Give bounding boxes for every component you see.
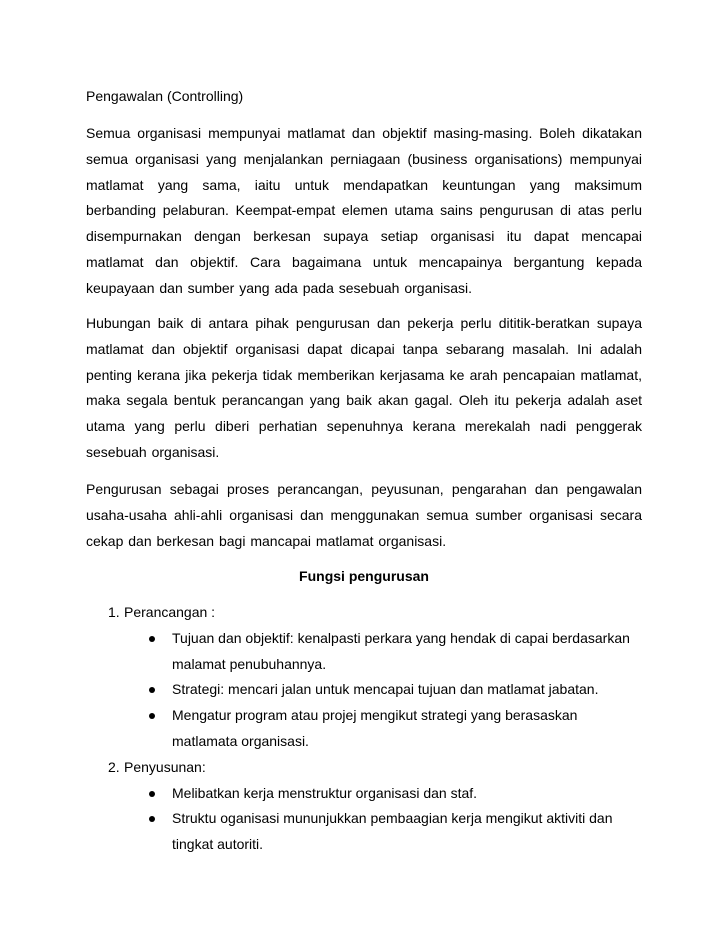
bullet-icon — [149, 816, 155, 822]
list-number: 1. — [108, 604, 120, 620]
paragraph-2: Hubungan baik di antara pihak pengurusan dan pekerja perlu dititik-beratkan supaya matlamat dan objektif organisasi dapat dicapai tanpa sebarang masalah. Ini adalah penting kerana jika pekerja tidak memberikan kerjasama ke arah pencapaian matlamat, maka segala bentuk perancangan yang baik akan gagal. Oleh itu pekerja adalah aset utama yang perlu diberi perhatian sepenuhnya kerana merekalah nadi penggerak sesebuah organisasi. — [86, 315, 642, 460]
paragraph-1: Semua organisasi mempunyai matlamat dan objektif masing-masing. Boleh dikatakan semua organisasi yang menjalankan perniagaan (business organisations) mempunyai matlamat yang sama, iaitu untuk mendapatkan keuntungan yang maksimum berbanding pelaburan. Keempat-empat elemen utama sains pengurusan di atas perlu disempurnakan dengan berkesan supaya setiap organisasi itu dapat mencapai matlamat dan objektif. Cara bagaimana untuk mencapainya bergantung kepada keupayaan dan sumber yang ada pada sesebuah organisasi. — [86, 125, 642, 296]
document-heading: Pengawalan (Controlling) — [86, 88, 244, 104]
bullet-text: Mengatur program atau projej mengikut strategi yang berasaskan matlamata organisasi. — [172, 707, 578, 749]
list-item-penyusunan — [86, 755, 642, 858]
bullet-text: Struktu oganisasi mununjukkan pembaagian kerja mengikut aktiviti dan tingkat autoriti. — [172, 810, 613, 853]
bullet-icon — [149, 713, 155, 719]
list-number: 2. — [108, 758, 120, 775]
bullet-text: Melibatkan kerja menstruktur organisasi dan staf. — [172, 784, 478, 801]
bullet-list — [124, 781, 642, 858]
list-item-label: Perancangan : — [124, 604, 216, 620]
bullet-text: Tujuan dan objektif: kenalpasti perkara yang hendak di capai berdasarkan malamat penubuhannya. — [172, 629, 630, 672]
bullet-icon — [149, 791, 155, 797]
bullet-item — [124, 703, 642, 755]
bullet-icon — [149, 636, 155, 642]
bullet-text: Strategi: mencari jalan untuk mencapai tujuan dan matlamat jabatan. — [172, 681, 599, 698]
list-item-perancangan — [86, 600, 642, 755]
bullet-item — [124, 781, 642, 807]
numbered-list — [86, 600, 642, 858]
section-title: Fungsi pengurusan — [299, 568, 429, 584]
bullet-item — [124, 677, 642, 703]
paragraph-3: Pengurusan sebagai proses perancangan, peyusunan, pengarahan dan pengawalan usaha-usaha ahli-ahli organisasi dan menggunakan semua sumber organisasi secara cekap dan berkesan bagi mancapai matlamat organisasi. — [86, 481, 642, 549]
bullet-list — [124, 626, 642, 755]
bullet-icon — [149, 687, 155, 693]
list-item-label: Penyusunan: — [124, 758, 206, 775]
bullet-item — [124, 626, 642, 678]
bullet-item — [124, 806, 642, 858]
